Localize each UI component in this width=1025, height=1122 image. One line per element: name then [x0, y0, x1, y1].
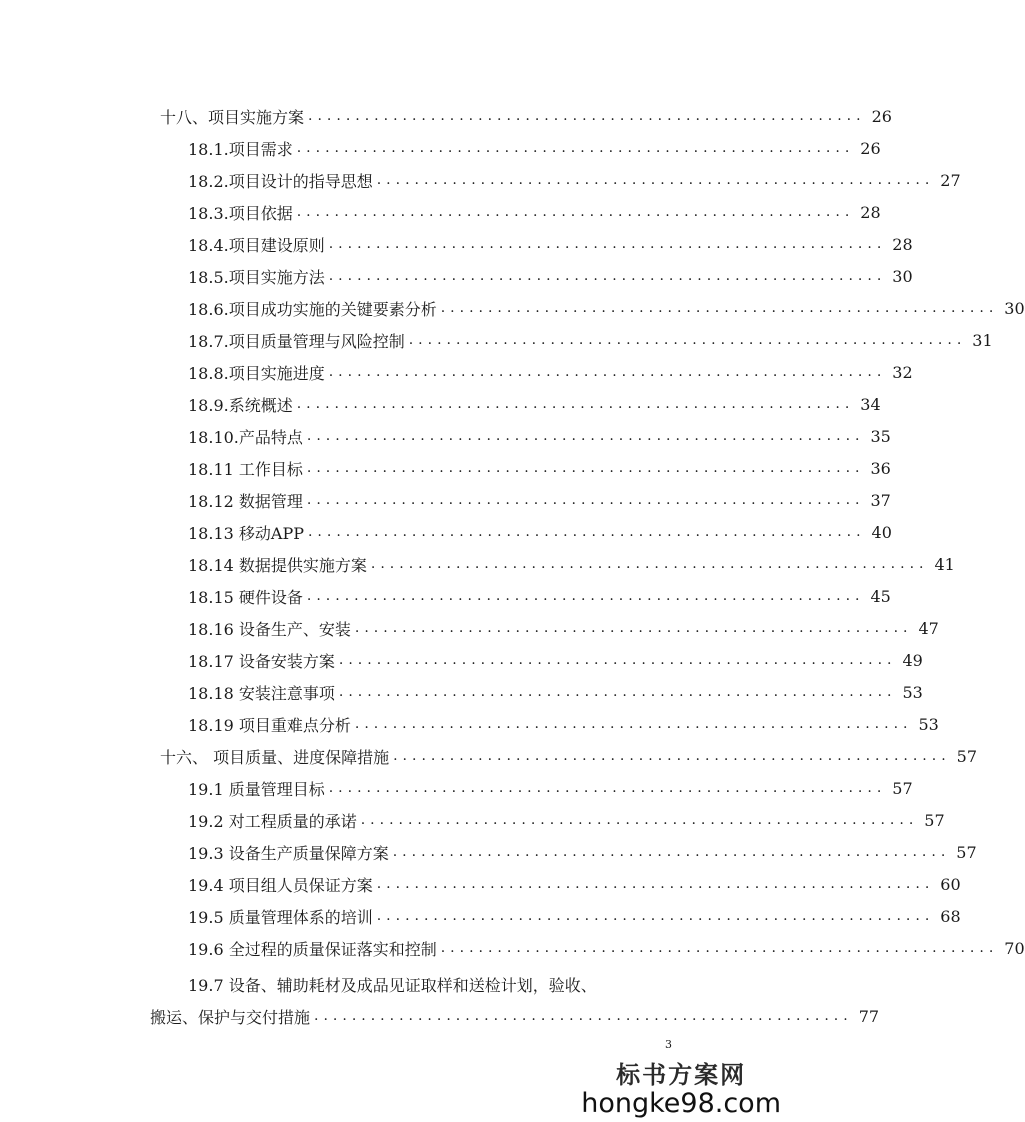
toc-entry[interactable]: [188, 196, 881, 228]
toc-entry-wrapped-line2: [150, 1000, 880, 1032]
toc-entry[interactable]: [188, 804, 945, 836]
toc-page-number: 32: [892, 362, 913, 382]
toc-entry[interactable]: [188, 548, 955, 580]
toc-entry-title: 18.18 安装注意事项: [188, 683, 335, 703]
toc-page-number: 41: [934, 554, 955, 574]
toc-entry-title: 18.17 设备安装方案: [188, 651, 335, 671]
toc-leader-dots: ...........................................................: [338, 684, 897, 700]
toc-entry[interactable]: [188, 388, 881, 420]
toc-page-number: 36: [870, 458, 891, 478]
toc-page-number: 28: [860, 202, 881, 222]
toc-page-number: 35: [870, 426, 891, 446]
toc-entry-title: 18.14 数据提供实施方案: [188, 555, 367, 575]
toc-page-number: 57: [892, 778, 913, 798]
toc-page-number: 68: [940, 906, 961, 926]
toc-leader-dots: ...........................................................: [306, 428, 865, 444]
toc-entry-title: 18.15 硬件设备: [188, 587, 303, 607]
toc-page-number: 57: [924, 810, 945, 830]
toc-page-number: 30: [1004, 298, 1025, 318]
toc-leader-dots: ...........................................................: [308, 108, 866, 124]
toc-leader-dots: ...........................................................: [376, 876, 935, 892]
toc-entry-title: 18.19 项目重难点分析: [188, 715, 351, 735]
toc-leader-dots: ...........................................................: [354, 620, 913, 636]
toc-leader-dots: ...........................................................: [440, 300, 999, 316]
toc-entry-title: 18.12 数据管理: [188, 491, 303, 511]
toc-entry-wrapped-line1: [188, 968, 674, 1000]
toc-entry-title: 19.6 全过程的质量保证落实和控制: [188, 939, 437, 959]
toc-page-number: 31: [972, 330, 993, 350]
watermark-en: hongke98.com: [581, 1088, 781, 1119]
toc-entry[interactable]: [188, 868, 961, 900]
toc-entry-title: 18.16 设备生产、安装: [188, 619, 351, 639]
toc-entry[interactable]: [188, 932, 1025, 964]
toc-page-number: 45: [870, 586, 891, 606]
toc-entry-title: 18.6.项目成功实施的关键要素分析: [188, 299, 437, 319]
toc-leader-dots: ...........................................................: [376, 172, 935, 188]
watermark-cn: 标书方案网: [616, 1061, 747, 1089]
toc-entry[interactable]: [188, 228, 913, 260]
toc-entry-title: 18.10.产品特点: [188, 427, 303, 447]
toc-leader-dots: ...........................................................: [328, 236, 887, 252]
toc-page-number: 30: [892, 266, 913, 286]
toc-entry-title: 18.3.项目依据: [188, 203, 293, 223]
toc-entry-title: 18.11 工作目标: [188, 459, 303, 479]
toc-leader-dots: ...........................................................: [328, 364, 887, 380]
toc-leader-dots: ...........................................................: [306, 492, 865, 508]
toc-entry[interactable]: [188, 132, 881, 164]
toc-leader-dots: ...........................................................: [360, 812, 919, 828]
toc-page-number: 40: [871, 522, 892, 542]
toc-entry[interactable]: [188, 836, 977, 868]
toc-entry-title: 18.1.项目需求: [188, 139, 293, 159]
toc-entry-title: 19.7 设备、辅助耗材及成品见证取样和送检计划，验收、: [188, 975, 597, 995]
watermark-logo: [581, 1060, 781, 1118]
toc-page-number: 28: [892, 234, 913, 254]
toc-page-number: 57: [956, 746, 978, 766]
toc-page-number: 26: [860, 138, 881, 158]
toc-leader-dots: ...........................................................: [328, 268, 887, 284]
toc-entry[interactable]: [188, 164, 961, 196]
toc-leader-dots: ...........................................................: [370, 556, 929, 572]
toc-entry[interactable]: [188, 356, 913, 388]
toc-page-number: 49: [902, 650, 923, 670]
toc-leader-dots: ...........................................................: [307, 524, 866, 540]
toc-leader-dots: ...........................................................: [393, 748, 951, 764]
toc-entry[interactable]: [188, 260, 913, 292]
toc-entry[interactable]: [188, 644, 923, 676]
toc-entry[interactable]: [188, 324, 993, 356]
toc-entry-title: 十八、项目实施方案: [160, 107, 305, 127]
toc-entry-title: 19.5 质量管理体系的培训: [188, 907, 373, 927]
toc-leader-dots: ...........................................................: [296, 204, 855, 220]
toc-page-number: 60: [940, 874, 961, 894]
toc-leader-dots: ...........................................................: [408, 332, 967, 348]
page-number: 3: [665, 1038, 672, 1051]
toc-entry[interactable]: [188, 452, 891, 484]
toc-page-number: 27: [940, 170, 961, 190]
toc-entry-title: 18.5.项目实施方法: [188, 267, 325, 287]
toc-entry-title: 19.3 设备生产质量保障方案: [188, 843, 389, 863]
toc-page-number: 53: [902, 682, 923, 702]
toc-entry-title: 18.2.项目设计的指导思想: [188, 171, 373, 191]
toc-entry[interactable]: [188, 420, 891, 452]
toc-entry-title: 十六、 项目质量、进度保障措施: [160, 747, 390, 767]
toc-entry-title: 18.4.项目建设原则: [188, 235, 325, 255]
toc-leader-dots: ...........................................................: [296, 396, 855, 412]
toc-leader-dots: ...........................................................: [328, 780, 887, 796]
toc-entry-title: 搬运、保护与交付措施: [150, 1007, 311, 1027]
toc-entry-title: 19.1 质量管理目标: [188, 779, 325, 799]
toc-page-number: 37: [870, 490, 891, 510]
toc-entry[interactable]: [188, 900, 961, 932]
toc-leader-dots: ...........................................................: [338, 652, 897, 668]
toc-page-number: 34: [860, 394, 881, 414]
toc-leader-dots: ...........................................................: [296, 140, 855, 156]
toc-entry[interactable]: [160, 100, 892, 132]
toc-entry-title: 18.8.项目实施进度: [188, 363, 325, 383]
toc-page-number: 70: [1004, 938, 1025, 958]
toc-entry[interactable]: [188, 612, 939, 644]
toc-entry-title: 18.9.系统概述: [188, 395, 293, 415]
toc-entry-title: 18.7.项目质量管理与风险控制: [188, 331, 405, 351]
toc-leader-dots: ...........................................................: [392, 844, 951, 860]
toc-entry-title: 18.13 移动APP: [188, 523, 304, 543]
toc-entry-title: 19.4 项目组人员保证方案: [188, 875, 373, 895]
toc-leader-dots: ...........................................................: [440, 940, 999, 956]
toc-entry[interactable]: [188, 772, 913, 804]
toc-page-number: 57: [956, 842, 977, 862]
toc-leader-dots: ...........................................................: [376, 908, 935, 924]
toc-leader-dots: ...........................................................: [354, 716, 913, 732]
toc-entry[interactable]: [188, 484, 891, 516]
toc-leader-dots: .........................................................: [314, 1008, 853, 1024]
toc-leader-dots: ...........................................................: [306, 588, 865, 604]
toc-entry[interactable]: [188, 516, 892, 548]
toc-leader-dots: ...........................................................: [306, 460, 865, 476]
toc-entry[interactable]: [188, 292, 1025, 324]
toc-entry[interactable]: [188, 580, 891, 612]
toc-entry[interactable]: [188, 676, 923, 708]
toc-entry[interactable]: [188, 708, 939, 740]
toc-page-number: 47: [918, 618, 939, 638]
toc-page-number: 77: [858, 1006, 880, 1026]
toc-entry-title: 19.2 对工程质量的承诺: [188, 811, 357, 831]
toc-page-number: 26: [871, 106, 892, 126]
toc-page-number: 53: [918, 714, 939, 734]
toc-entry[interactable]: [160, 740, 978, 772]
